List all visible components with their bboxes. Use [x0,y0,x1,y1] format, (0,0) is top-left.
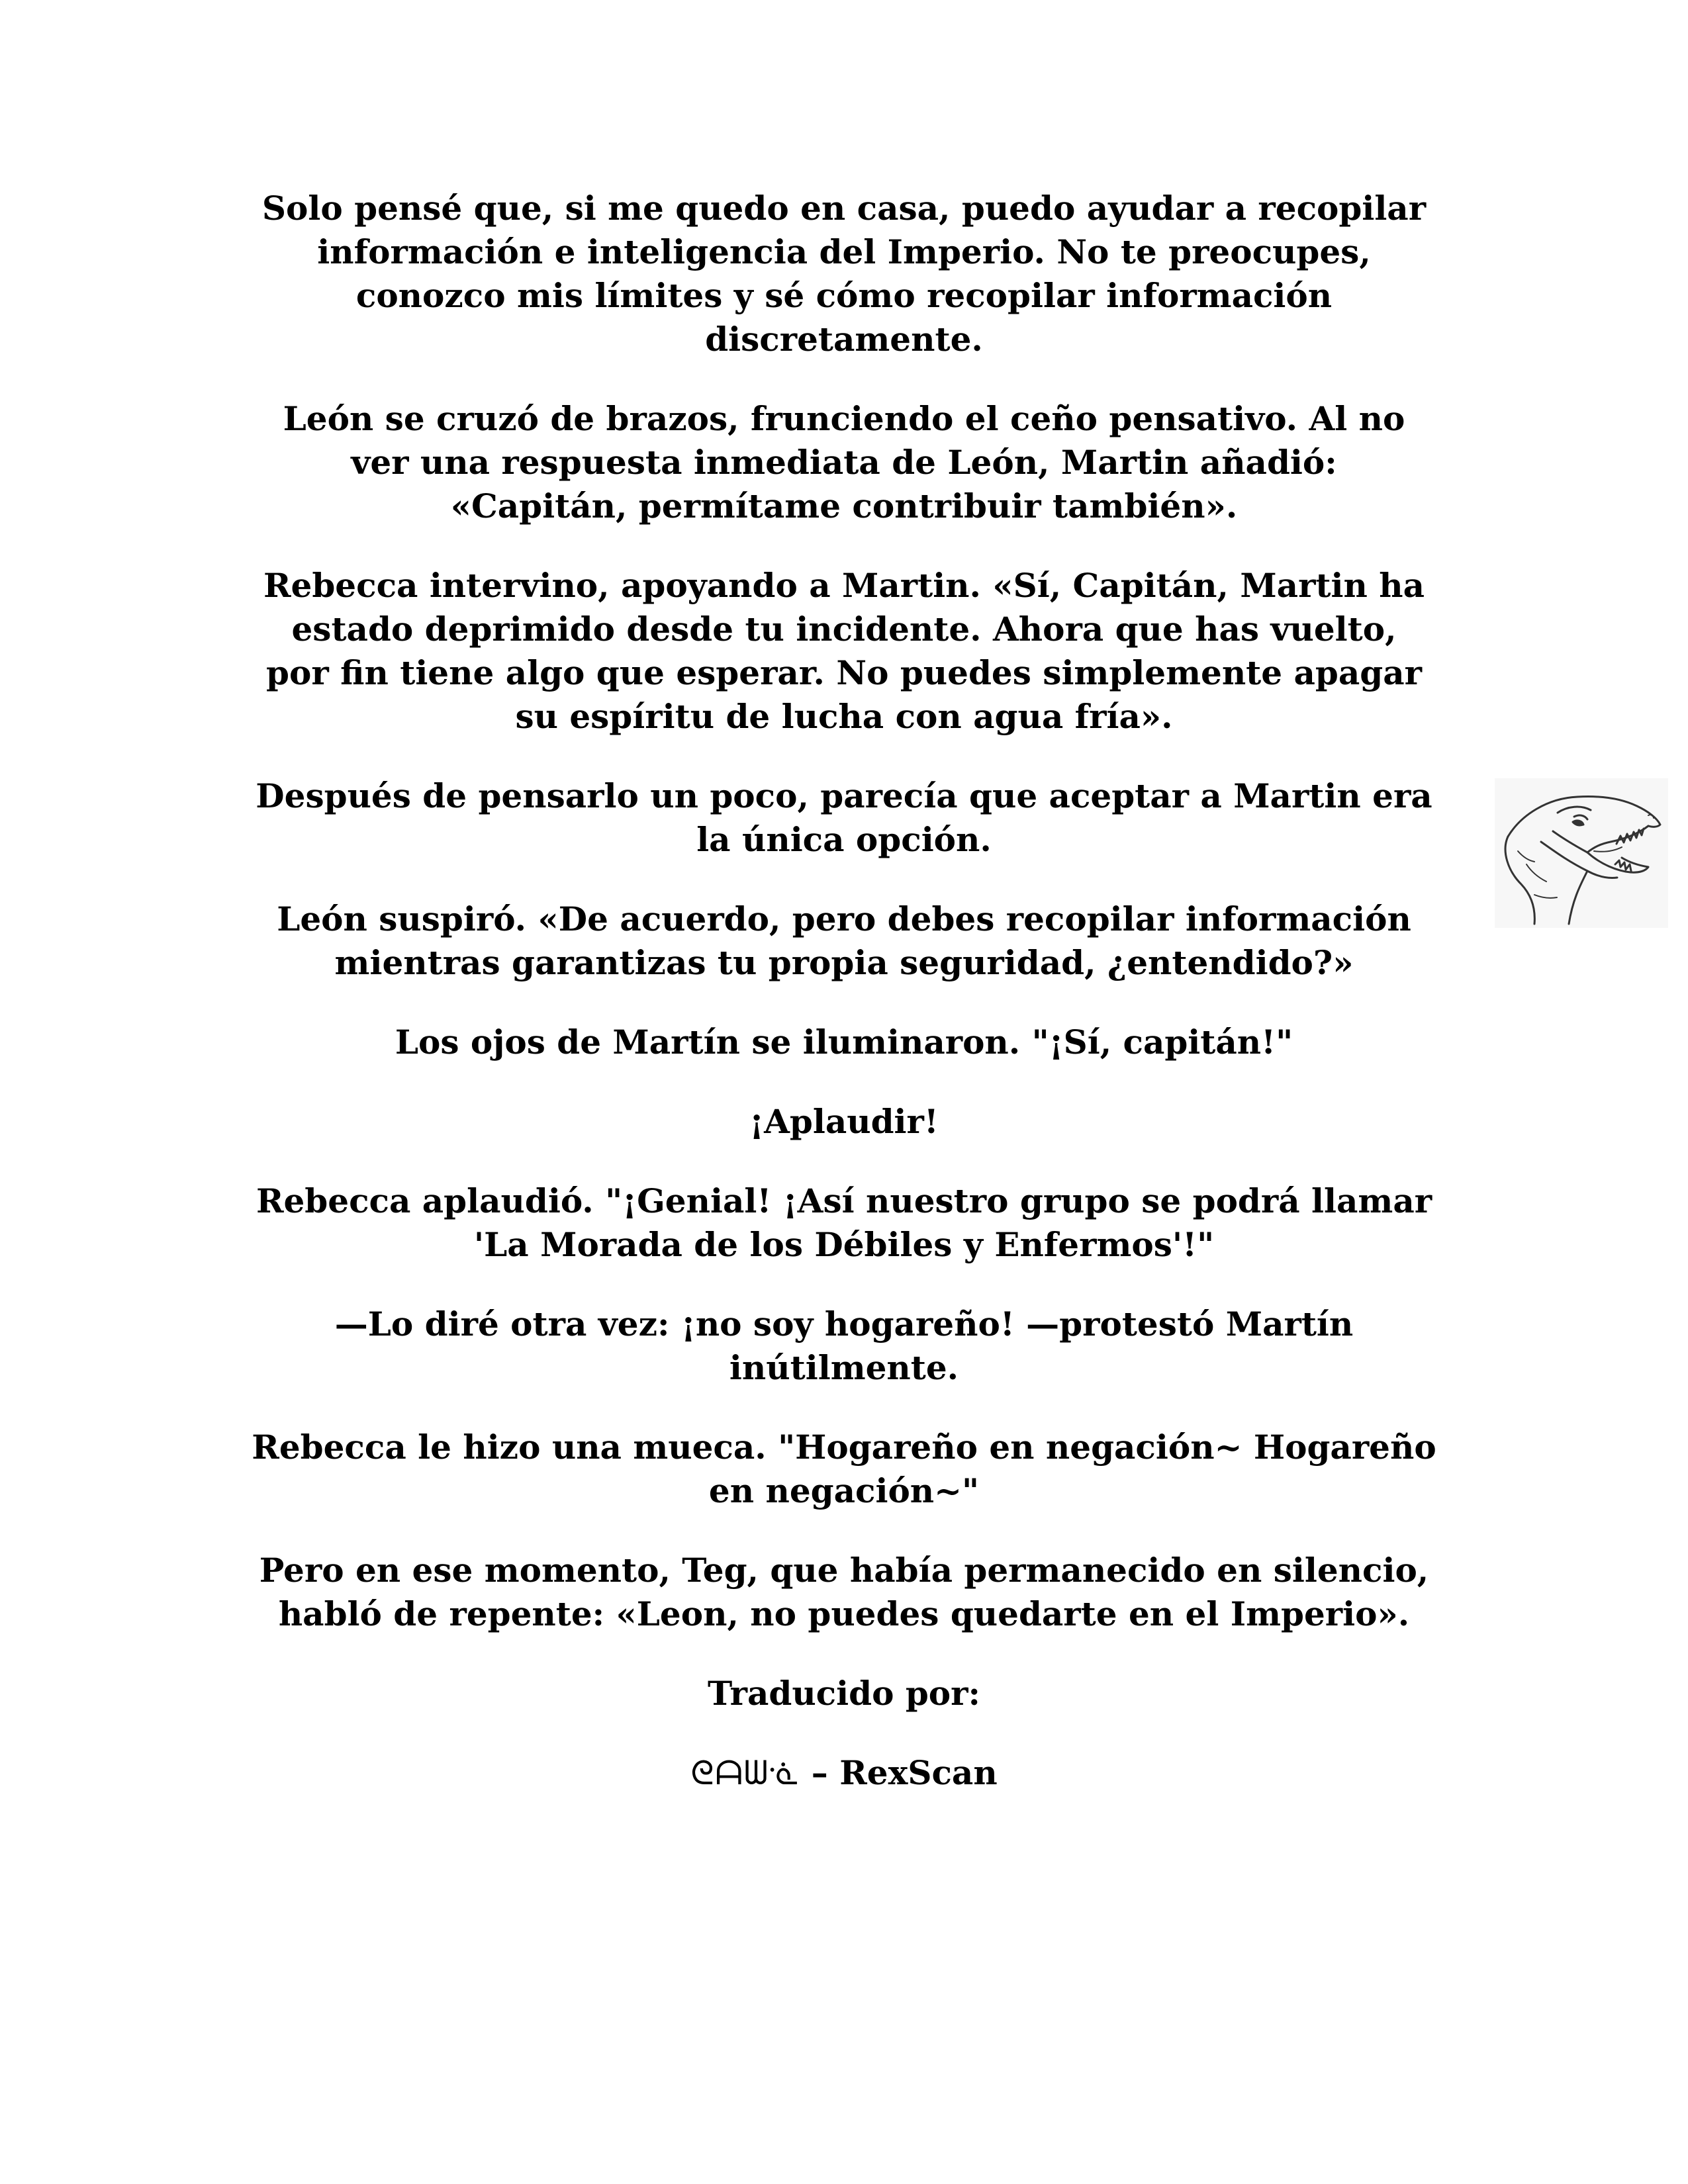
text-line: la única opción. [696,820,992,859]
text-line: Después de pensarlo un poco, parecía que aceptar a Martin era [256,776,1432,815]
text-line: su espíritu de lucha con agua fría». [515,697,1173,736]
group-name: RexScan [839,1753,998,1792]
credits-line [225,1751,1463,1795]
text-line: conozco mis límites y sé cómo recopilar información [355,276,1333,315]
translator-signature: ᘓᗩᗯᓍ [690,1754,800,1792]
paragraph [225,774,1463,862]
paragraph [225,1549,1463,1636]
text-line: «Capitán, permítame contribuir también». [450,486,1238,525]
paragraph [225,1302,1463,1390]
text-line: Pero en ese momento, Teg, que había permanecido en silencio, [259,1551,1429,1590]
text-line: estado deprimido desde tu incidente. Ahora que has vuelto, [291,610,1397,649]
text-line: en negación~" [708,1471,980,1510]
text-line: Rebecca le hizo una mueca. "Hogareño en negación~ Hogareño [252,1428,1436,1467]
paragraph [225,897,1463,985]
text-line: Rebecca intervino, apoyando a Martin. «Sí, Capitán, Martin ha [263,566,1425,605]
text-line: inútilmente. [729,1348,959,1387]
paragraph [225,564,1463,739]
text-line: discretamente. [705,320,983,359]
paragraph [225,1426,1463,1513]
dinosaur-head-sketch-icon [1495,778,1668,928]
story-text [225,187,1463,1831]
paragraph [225,397,1463,528]
text-line: información e inteligencia del Imperio. No te preocupes, [317,232,1371,271]
text-line: Rebecca aplaudió. "¡Genial! ¡Así nuestro grupo se podrá llamar [256,1181,1432,1220]
text-line: ver una respuesta inmediata de León, Martin añadió: [351,443,1337,482]
credits-separator: – [800,1753,840,1792]
paragraph [225,1100,1463,1144]
text-line: por fin tiene algo que esperar. No puedes simplemente apagar [266,653,1422,692]
text-line: Los ojos de Martín se iluminaron. "¡Sí, capitán!" [395,1023,1293,1062]
text-line: León se cruzó de brazos, frunciendo el ceño pensativo. Al no [283,399,1405,438]
text-line: ¡Aplaudir! [749,1102,939,1141]
paragraph [225,1179,1463,1267]
text-line: mientras garantizas tu propia seguridad, ¿entendido?» [334,943,1354,982]
credits-label: Traducido por: [708,1674,980,1713]
text-line: León suspiró. «De acuerdo, pero debes recopilar información [277,899,1411,938]
text-line: —Lo diré otra vez: ¡no soy hogareño! —protestó Martín [334,1304,1354,1343]
text-line: habló de repente: «Leon, no puedes quedarte en el Imperio». [278,1594,1410,1633]
paragraph [225,1021,1463,1064]
text-line: 'La Morada de los Débiles y Enfermos'!" [473,1225,1215,1264]
paragraph [225,187,1463,361]
text-line: Solo pensé que, si me quedo en casa, puedo ayudar a recopilar [261,189,1427,228]
